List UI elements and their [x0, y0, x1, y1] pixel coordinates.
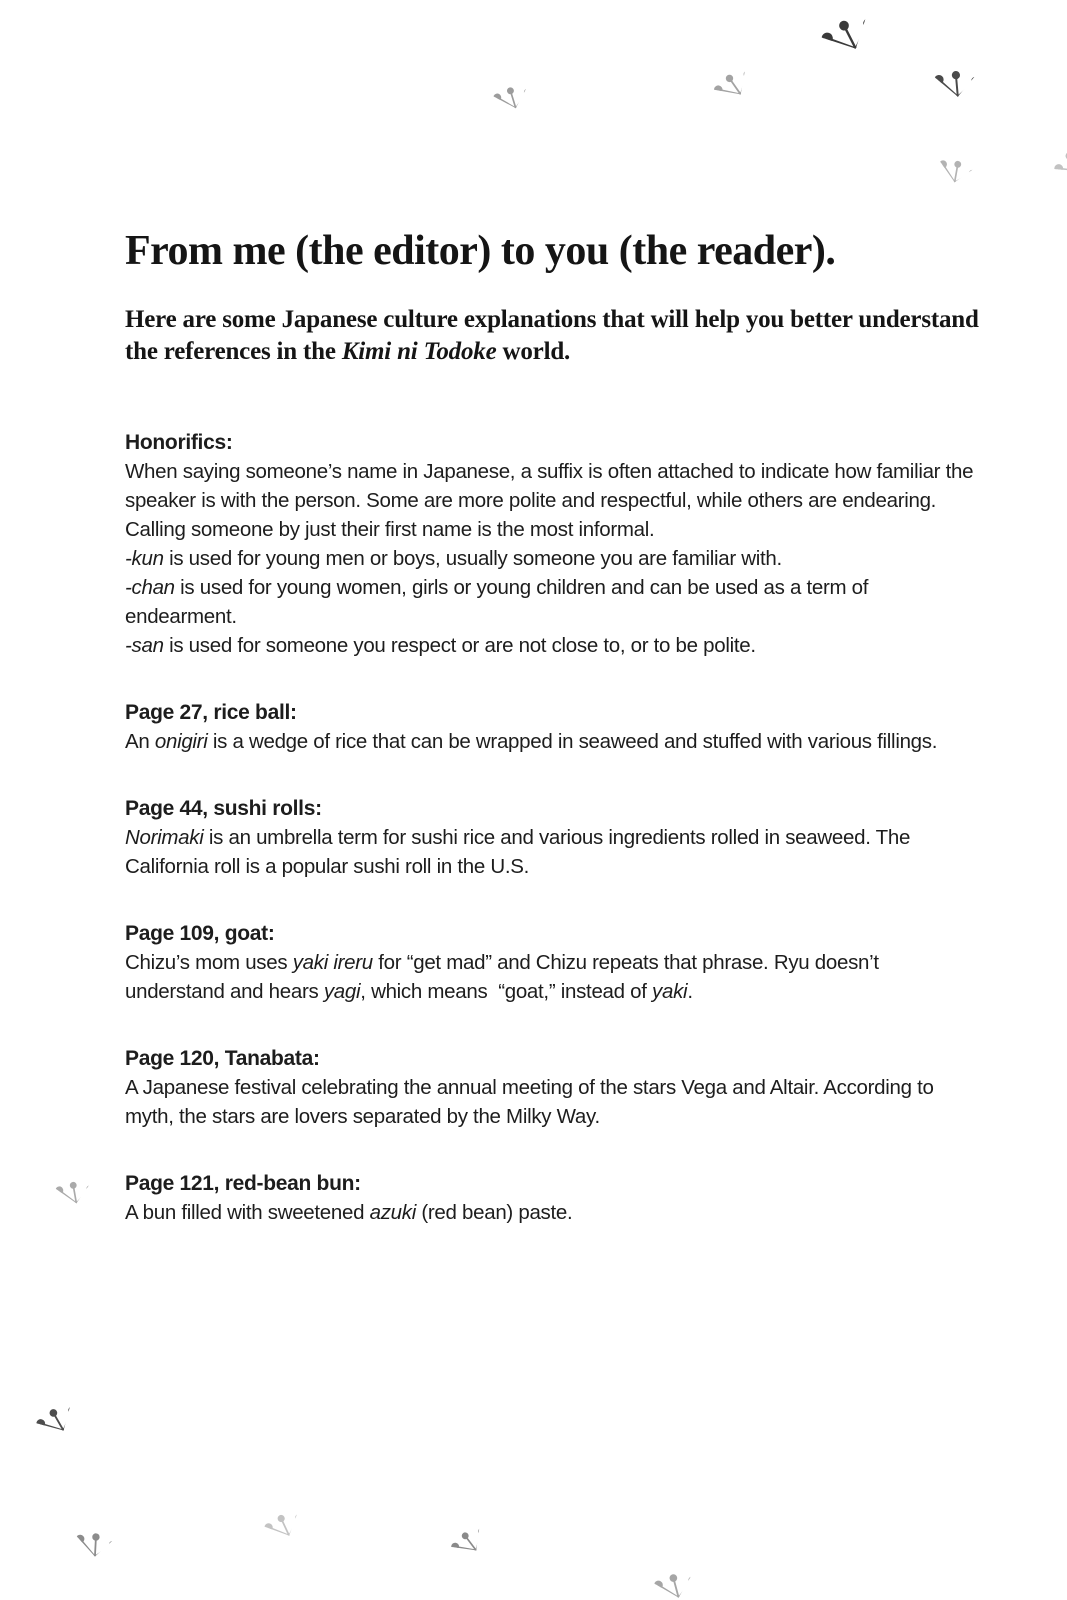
note-section [125, 428, 983, 660]
section-paragraph [125, 823, 983, 881]
text-run: . [687, 980, 693, 1003]
snowflake-icon [1025, 109, 1067, 172]
text-run: for “get mad” and Chizu repeats that phrase. Ryu doesn’t understand and hears [125, 951, 885, 1003]
italic-term: Kimi ni Todoke [341, 338, 497, 365]
section-heading: Page 44, sushi rolls: [125, 797, 322, 820]
snowflake-icon [425, 1492, 484, 1551]
section-heading: Page 120, Tanabata: [125, 1047, 320, 1070]
snowflake-icon [488, 1561, 553, 1600]
text-run: (red bean) paste. [415, 1201, 573, 1224]
text-run: When saying someone’s name in Japanese, a suffix is often attached to indicate how familiar the speaker is with the person. Some are more polite and respectful, while others are endearing. Calling someone by just their first name is the most informal. [125, 460, 979, 541]
text-run: A bun filled with sweetened [125, 1201, 370, 1224]
section-heading: Page 109, goat: [125, 922, 275, 945]
snowflake-icon [628, 1518, 707, 1597]
italic-term: -chan [125, 576, 175, 599]
italic-term: -san [125, 634, 164, 657]
section-heading: Page 121, red-bean bun: [125, 1172, 361, 1195]
snowflake-icon [57, 1477, 136, 1556]
note-section [125, 1044, 983, 1131]
text-run: Chizu’s mom uses [125, 951, 293, 974]
text-run: is used for young men or boys, usually someone you are familiar with. [163, 547, 782, 570]
snowflake-icon [34, 1131, 106, 1203]
section-paragraph [125, 948, 983, 1006]
culture-notes-list [125, 428, 983, 1227]
snowflake-icon [238, 1466, 307, 1535]
text-run: is an umbrella term for sushi rice and various ingredients rolled in seaweed. The California roll is a popular sushi roll in the U.S. [125, 826, 916, 878]
snowflake-icon [785, 0, 878, 49]
text-run: A Japanese festival celebrating the annual meeting of the stars Vega and Altair. According to myth, the stars are lovers separated by the Milky Way. [125, 1076, 940, 1128]
section-paragraph [125, 573, 983, 631]
section-paragraph [125, 1073, 983, 1131]
text-run: An [125, 730, 155, 753]
note-section [125, 1169, 983, 1227]
italic-term: yaki [652, 980, 688, 1003]
snowflake-icon [178, 1561, 242, 1600]
note-section [125, 919, 983, 1006]
italic-term: azuki [369, 1201, 416, 1224]
italic-term: yaki ireru [292, 951, 373, 974]
snowflake-icon [7, 1359, 78, 1430]
section-paragraph [125, 631, 983, 660]
page-title: From me (the editor) to you (the reader). [125, 228, 836, 274]
section-paragraph [125, 1198, 983, 1227]
snowflake-icon [925, 110, 997, 182]
italic-term: yagi [323, 980, 361, 1003]
italic-term: Norimaki [125, 826, 204, 849]
text-run: , which means “goat,” instead of [360, 980, 653, 1003]
section-heading: Honorifics: [125, 431, 233, 454]
italic-term: onigiri [154, 730, 208, 753]
italic-term: -kun [125, 547, 164, 570]
section-heading: Page 27, rice ball: [125, 701, 297, 724]
note-section [125, 794, 983, 881]
text-run: Here are some Japanese culture explanations that will help you better understand the references in the [125, 306, 979, 365]
snowflake-icon [910, 9, 997, 96]
section-paragraph [125, 727, 983, 756]
text-run: world. [496, 338, 571, 365]
section-paragraph [125, 457, 983, 544]
snowflake-icon [470, 38, 540, 108]
content-column [125, 228, 983, 1265]
note-section [125, 698, 983, 756]
snowflake-icon [686, 30, 751, 95]
text-run: is used for someone you respect or are not close to, or to be polite. [163, 634, 756, 657]
text-run: is a wedge of rice that can be wrapped in seaweed and stuffed with various fillings. [207, 730, 938, 753]
page-subtitle [125, 304, 983, 368]
section-paragraph [125, 544, 983, 573]
text-run: is used for young women, girls or young children and can be used as a term of endearment. [125, 576, 874, 628]
